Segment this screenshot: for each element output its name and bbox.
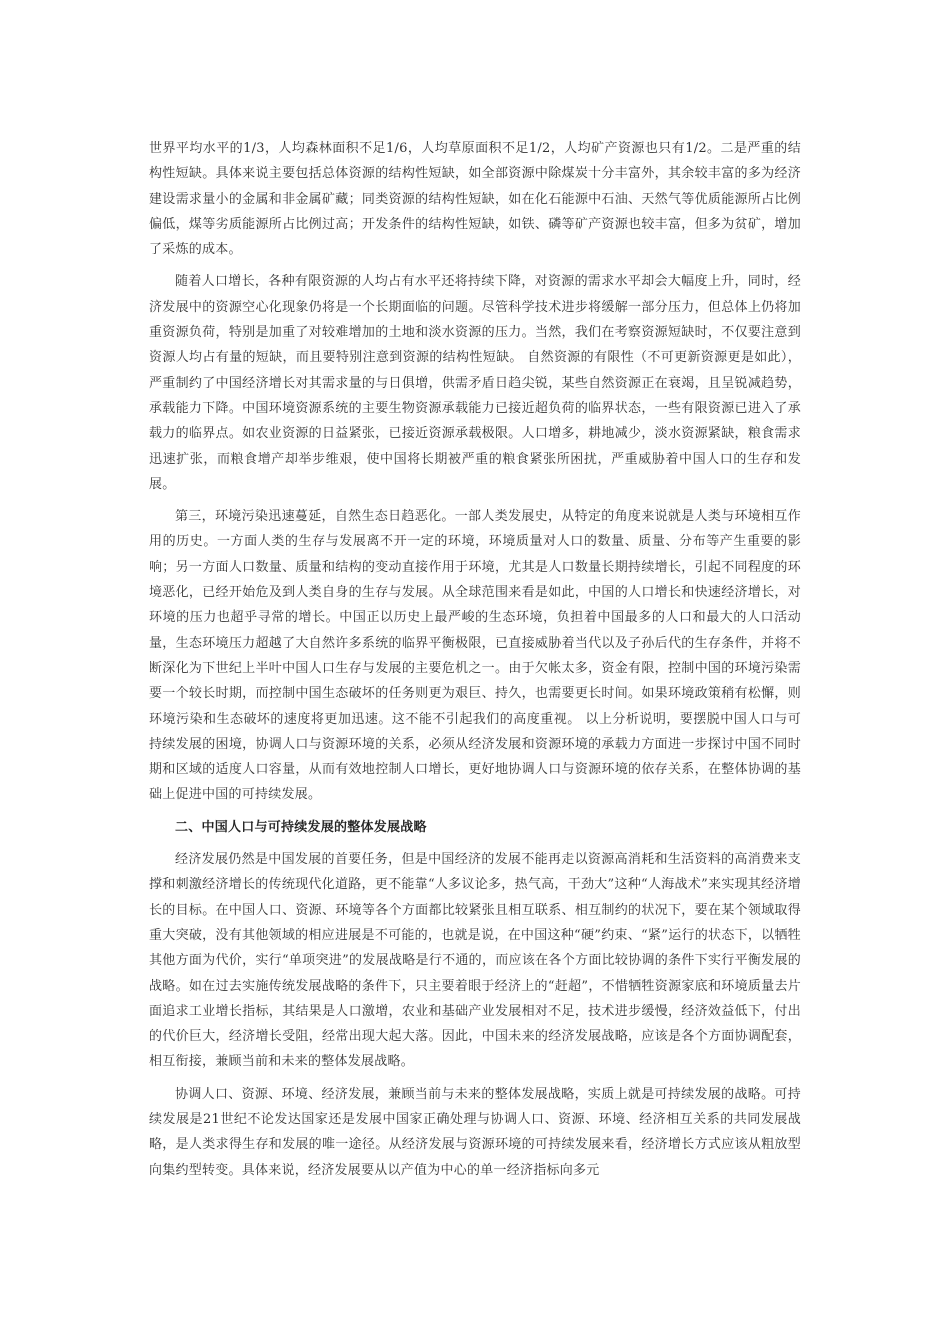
paragraph-economic-development: 经济发展仍然是中国发展的首要任务，但是中国经济的发展不能再走以资源高消耗和生活资料的高消费来支撑和刺激经济增长的传统现代化道路，更不能靠“人多议论多，热气高，干劲大”这种“人海战术”来实现其经济增长的目标。在中国人口、资源、环境等各个方面都比较紧张且相互联系、相互制约的状况下，要在某个领域取得重大突破，没有其他领域的相应进展是不可能的，也就是说，在中国这种“硬”约束、“紧”运行的状态下，以牺牲其他方面为代价，实行“单项突进”的发展战略是行不通的，而应该在各个方面比较协调的条件下实行平衡发展的战略。如在过去实施传统发展战略的条件下，只主要着眼于经济上的“赶超”，不惜牺牲资源家底和环境质量去片面追求工业增长指标，其结果是人口激增，农业和基础产业发展相对不足，技术进步缓慢，经济效益低下，付出的代价巨大，经济增长受阻，经常出现大起大落。因此，中国未来的经济发展战略，应该是各个方面协调配套，相互衔接，兼顾当前和未来的整体发展战略。 [149,852,801,1070]
document-page [149,136,801,1190]
paragraph-resource-shortage-continued: 世界平均水平的1/3，人均森林面积不足1/6，人均草原面积不足1/2，人均矿产资源也只有1/2。二是严重的结构性短缺。具体来说主要包括总体资源的结构性短缺，如全部资源中除煤炭十分丰富外，其余较丰富的多为经济建设需求量小的金属和非金属矿藏；同类资源的结构性短缺，如在化石能源中石油、天然气等优质能源所占比例偏低，煤等劣质能源所占比例过高；开发条件的结构性短缺，如铁、磷等矿产资源也较丰富，但多为贫矿，增加了采炼的成本。 [149,141,801,258]
section-heading-development-strategy: 二、中国人口与可持续发展的整体发展战略 [175,819,427,835]
paragraph-environmental-pollution: 第三，环境污染迅速蔓延，自然生态日趋恶化。一部人类发展史，从特定的角度来说就是人类与环境相互作用的历史。一方面人类的生存与发展离不开一定的环境，环境质量对人口的数量、质量、分布等产生重要的影响；另一方面人口数量、质量和结构的变动直接作用于环境，尤其是人口数量长期持续增长，引起不同程度的环境恶化，已经开始危及到人类自身的生存与发展。从全球范围来看是如此，中国的人口增长和快速经济增长，对环境的压力也超乎寻常的增长。中国正以历史上最严峻的生态环境，负担着中国最多的人口和最大的人口活动量，生态环境压力超越了大自然许多系统的临界平衡极限，已直接威胁着当代以及子孙后代的生存条件，并将不断深化为下世纪上半叶中国人口生存与发展的主要危机之一。由于欠帐太多，资金有限，控制中国的环境污染需要一个较长时期，而控制中国生态破坏的任务则更为艰巨、持久，也需要更长时间。如果环境政策稍有松懈，则环境污染和生态破坏的速度将更加迅速。这不能不引起我们的高度重视。 以上分析说明，要摆脱中国人口与可持续发展的困境，协调人口与资源环境的关系，必须从经济发展和资源环境的承载力方面进一步探讨中国不同时期和区域的适度人口容量，从而有效地控制人口增长，更好地协调人口与资源环境的依存关系，在整体协调的基础上促进中国的可持续发展。 [149,509,801,803]
paragraph-resource-pressure: 随着人口增长，各种有限资源的人均占有水平还将持续下降，对资源的需求水平却会大幅度上升，同时，经济发展中的资源空心化现象仍将是一个长期面临的问题。尽管科学技术进步将缓解一部分压力，但总体上仍将加重资源负荷，特别是加重了对较难增加的土地和淡水资源的压力。当然，我们在考察资源短缺时，不仅要注意到资源人均占有量的短缺，而且要特别注意到资源的结构性短缺。 自然资源的有限性（不可更新资源更是如此），严重制约了中国经济增长对其需求量的与日俱增，供需矛盾日趋尖锐，某些自然资源正在衰竭，且呈锐减趋势，承载能力下降。中国环境资源系统的主要生物资源承载能力已接近超负荷的临界状态，一些有限资源已进入了承载力的临界点。如农业资源的日益紧张，已接近资源承载极限。人口增多，耕地减少，淡水资源紧缺，粮食需求迅速扩张，而粮食增产却举步维艰，使中国将长期被严重的粮食紧张所困扰，严重威胁着中国人口的生存和发展。 [149,274,801,492]
paragraph-sustainable-development: 协调人口、资源、环境、经济发展，兼顾当前与未来的整体发展战略，实质上就是可持续发展的战略。可持续发展是21世纪不论发达国家还是发展中国家正确处理与协调人口、资源、环境、经济相互关系的共同发展战略，是人类求得生存和发展的唯一途径。从经济发展与资源环境的可持续发展来看，经济增长方式应该从粗放型向集约型转变。具体来说，经济发展要从以产值为中心的单一经济指标向多元 [149,1086,801,1178]
